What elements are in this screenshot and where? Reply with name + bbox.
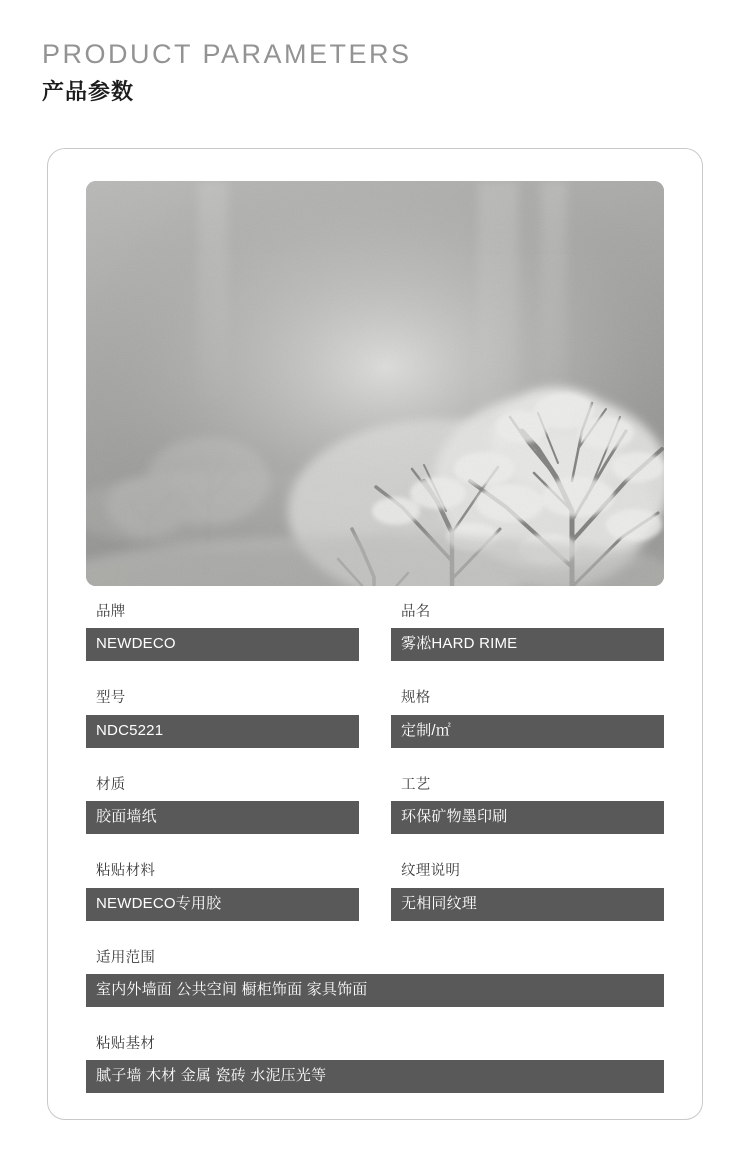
- spec-row: [86, 777, 664, 834]
- spec-item-material: [86, 777, 359, 834]
- spec-value: NEWDECO专用胶: [86, 888, 359, 921]
- spec-value: 室内外墙面 公共空间 橱柜饰面 家具饰面: [86, 974, 664, 1007]
- spec-item-product-name: [391, 604, 664, 661]
- spec-row: [86, 863, 664, 920]
- spec-item-brand: [86, 604, 359, 661]
- spec-row: [86, 690, 664, 747]
- spec-item-substrate: [86, 1036, 664, 1093]
- frost-tree-illustration: [86, 181, 664, 586]
- spec-value: 定制/㎡: [391, 715, 664, 748]
- page-header: [42, 38, 412, 105]
- spec-item-model: [86, 690, 359, 747]
- spec-value: 胶面墙纸: [86, 801, 359, 834]
- spec-label: 品牌: [96, 604, 126, 620]
- parameters-card: [47, 148, 703, 1120]
- spec-label: 工艺: [401, 776, 431, 793]
- spec-label: 品名: [401, 604, 431, 620]
- spec-item-texture-note: [391, 863, 664, 920]
- spec-item-adhesive: [86, 863, 359, 920]
- spec-label: 粘贴材料: [96, 863, 156, 880]
- spec-list: [86, 604, 664, 1093]
- spec-value: 腻子墙 木材 金属 瓷砖 水泥压光等: [86, 1060, 664, 1093]
- spec-value: 环保矿物墨印刷: [391, 801, 664, 834]
- page-title-en: PRODUCT PARAMETERS: [42, 39, 412, 69]
- spec-value: NEWDECO: [86, 628, 359, 661]
- spec-row: [86, 1036, 664, 1093]
- spec-item-application-scope: [86, 950, 664, 1007]
- spec-value: 雾凇HARD RIME: [391, 628, 664, 661]
- spec-row: [86, 604, 664, 661]
- spec-row: [86, 950, 664, 1007]
- spec-item-process: [391, 777, 664, 834]
- spec-item-specification: [391, 690, 664, 747]
- spec-label: 型号: [96, 690, 126, 707]
- page-title-cn: 产品参数: [42, 78, 135, 104]
- spec-label: 适用范围: [96, 949, 156, 966]
- product-image: [86, 181, 664, 586]
- spec-label: 规格: [401, 690, 431, 707]
- spec-value: 无相同纹理: [391, 888, 664, 921]
- spec-label: 纹理说明: [401, 863, 461, 880]
- spec-label: 材质: [96, 776, 126, 793]
- spec-value: NDC5221: [86, 715, 359, 748]
- spec-label: 粘贴基材: [96, 1035, 156, 1052]
